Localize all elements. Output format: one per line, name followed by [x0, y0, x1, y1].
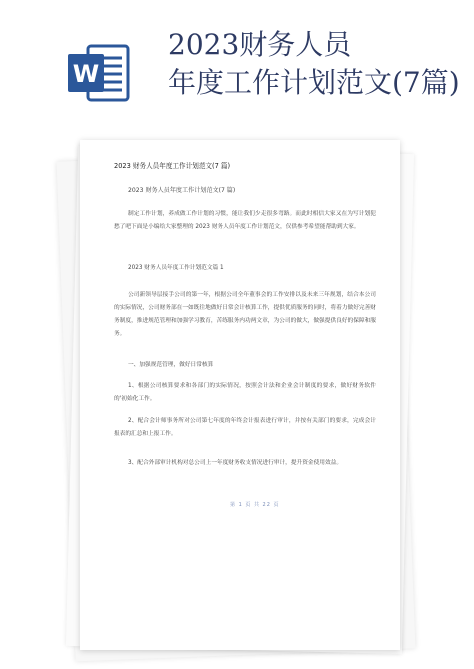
- page-number: 第 1 页 共 22 页: [230, 502, 280, 508]
- document-subtitle: 2023 财务人员年度工作计划范文(7 篇): [128, 187, 236, 194]
- header-banner: [0, 0, 474, 140]
- body-paragraph: 公司新领导层接手公司的第一年，根据公司全年董事会的工作安排以及未来三年规划，结合本公司的实际情况，公司财务部在一如既往地做好日常会计核算工作，提供优质服务的同时，将着力做好完善财务制度，推进规范管理和加强学习教育，苦练服务内功两文章，为公司的做大，做强提供良好的保障和服务。: [114, 292, 376, 337]
- page-title-line-1: 2023财务人员: [168, 28, 352, 61]
- section-heading: 2023 财务人员年度工作计划范文篇 1: [128, 265, 224, 271]
- svg-text:W: W: [72, 60, 100, 88]
- intro-paragraph: 制定工作计划，养成做工作计划的习惯，能让我们少走很多弯路。而此时相信大家又在为写计划犯愁了吧下面是小编给大家整理的 2023 财务人员年度工作计划范文，仅供参考希望能帮助到大家。: [114, 211, 376, 230]
- document-title: 2023 财务人员年度工作计划范文(7 篇): [114, 162, 231, 170]
- document-page: [80, 140, 400, 650]
- page-title-line-2: 年度工作计划范文(7篇): [168, 66, 460, 99]
- subsection-heading: 一、加强规范管理，做好日常核算: [128, 362, 214, 368]
- list-item-3: 3、配合外部审计机构对总公司上一年度财务收支情况进行审计，提升资金使用效益。: [128, 460, 343, 466]
- word-doc-icon: [66, 40, 132, 106]
- list-item-1: 1、根据公司核算要求和各部门的实际情况，按照会计法和企业会计制度的要求，做好财务软件的'初始化工作。: [114, 383, 376, 402]
- list-item-2: 2、配合会计师事务所对公司第七年度的年终会计报表进行审计，并按有关部门的要求，完成会计报表的汇总和上报工作。: [114, 418, 376, 437]
